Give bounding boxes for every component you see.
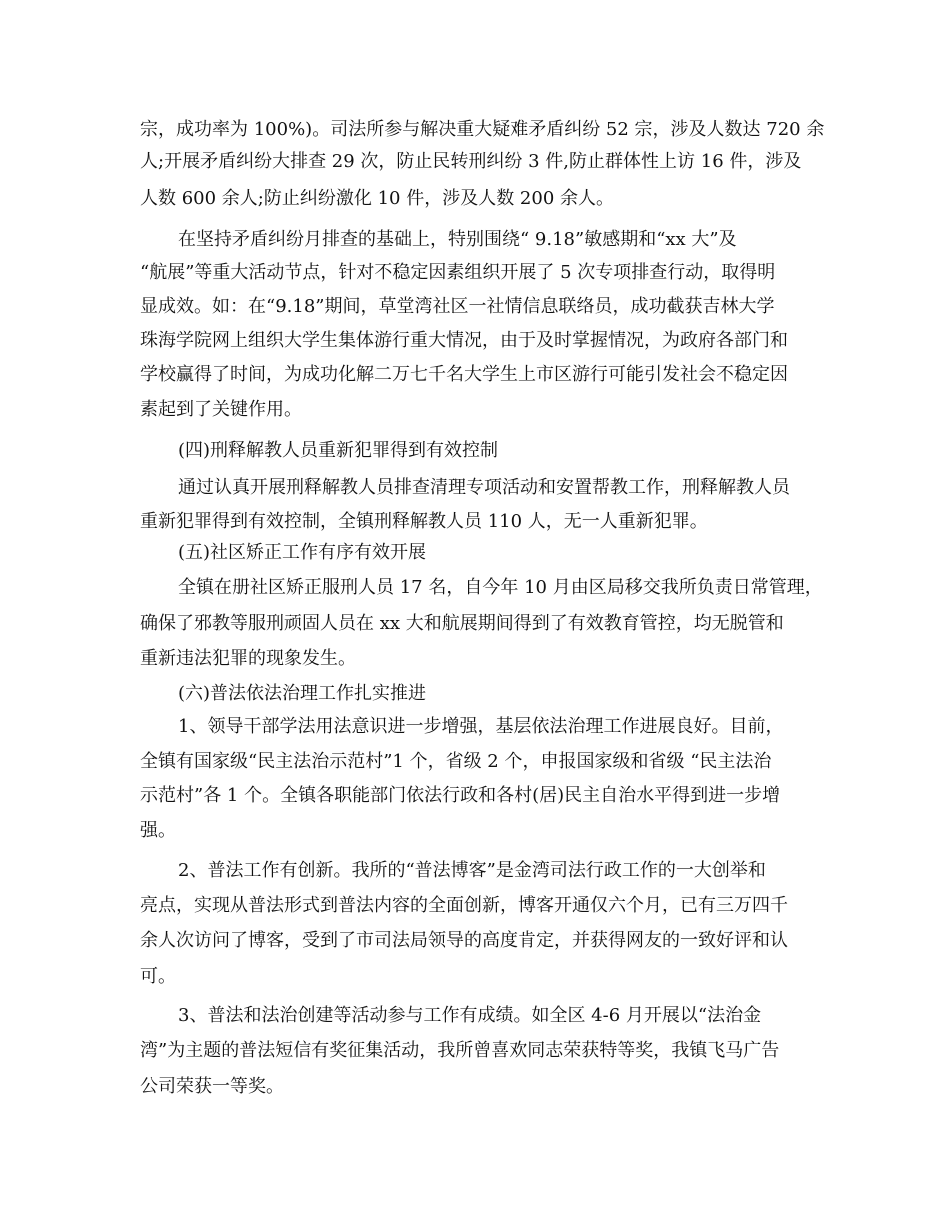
text-line: 全镇有国家级“民主法治示范村”1 个，省级 2 个，申报国家级和省级 “民主法治 <box>140 751 772 772</box>
text-line: 学校赢得了时间，为成功化解二万七千名大学生上市区游行可能引发社会不稳定因 <box>140 364 788 385</box>
text-line: 在坚持矛盾纠纷月排查的基础上，特别围绕“ 9.18”敏感期和“xx 大”及 <box>178 229 737 250</box>
section-heading: (四)刑释解教人员重新犯罪得到有效控制 <box>178 440 499 461</box>
text-line: 人数 600 余人;防止纠纷激化 10 件，涉及人数 200 余人。 <box>140 188 615 209</box>
text-line: 显成效。如：在“9.18”期间，草堂湾社区一社情信息联络员，成功截获吉林大学 <box>140 296 775 317</box>
text-line: 强。 <box>140 820 176 841</box>
text-line: 示范村”各 1 个。全镇各职能部门依法行政和各村(居)民主自治水平得到进一步增 <box>140 785 781 806</box>
text-line: 珠海学院网上组织大学生集体游行重大情况，由于及时掌握情况，为政府各部门和 <box>140 330 788 351</box>
text-line: 宗，成功率为 100%)。司法所参与解决重大疑难矛盾纠纷 52 宗，涉及人数达 720 余 <box>140 119 825 140</box>
text-line: 确保了邪教等服刑顽固人员在 xx 大和航展期间得到了有效教育管控，均无脱管和 <box>140 613 784 634</box>
text-line: 全镇在册社区矫正服刑人员 17 名，自今年 10 月由区局移交我所负责日常管理， <box>178 577 823 598</box>
text-line: 素起到了关键作用。 <box>140 399 302 420</box>
text-line: “航展”等重大活动节点，针对不稳定因素组织开展了 5 次专项排查行动，取得明 <box>140 262 776 283</box>
text-line: 可。 <box>140 966 176 987</box>
section-heading: (五)社区矫正工作有序有效开展 <box>178 542 427 563</box>
text-line: 余人次访问了博客，受到了市司法局领导的高度肯定，并获得网友的一致好评和认 <box>140 930 788 951</box>
text-line: 1、领导干部学法用法意识进一步增强，基层依法治理工作进展良好。目前， <box>178 716 784 737</box>
text-line: 3、普法和法治创建等活动参与工作有成绩。如全区 4-6 月开展以“法治金 <box>178 1005 762 1026</box>
text-line: 人;开展矛盾纠纷大排查 29 次，防止民转刑纠纷 3 件,防止群体性上访 16 件，涉及 <box>140 151 802 172</box>
text-line: 重新犯罪得到有效控制，全镇刑释解教人员 110 人，无一人重新犯罪。 <box>140 511 708 532</box>
text-line: 亮点，实现从普法形式到普法内容的全面创新，博客开通仅六个月，已有三万四千 <box>140 895 788 916</box>
text-line: 公司荣获一等奖。 <box>140 1076 284 1097</box>
text-line: 2、普法工作有创新。我所的“普法博客”是金湾司法行政工作的一大创举和 <box>178 860 766 881</box>
section-heading: (六)普法依法治理工作扎实推进 <box>178 683 427 704</box>
text-line: 通过认真开展刑释解教人员排查清理专项活动和安置帮教工作，刑释解教人员 <box>178 477 790 498</box>
text-line: 湾”为主题的普法短信有奖征集活动，我所曾喜欢同志荣获特等奖，我镇飞马广告 <box>140 1040 780 1061</box>
text-line: 重新违法犯罪的现象发生。 <box>140 648 356 669</box>
